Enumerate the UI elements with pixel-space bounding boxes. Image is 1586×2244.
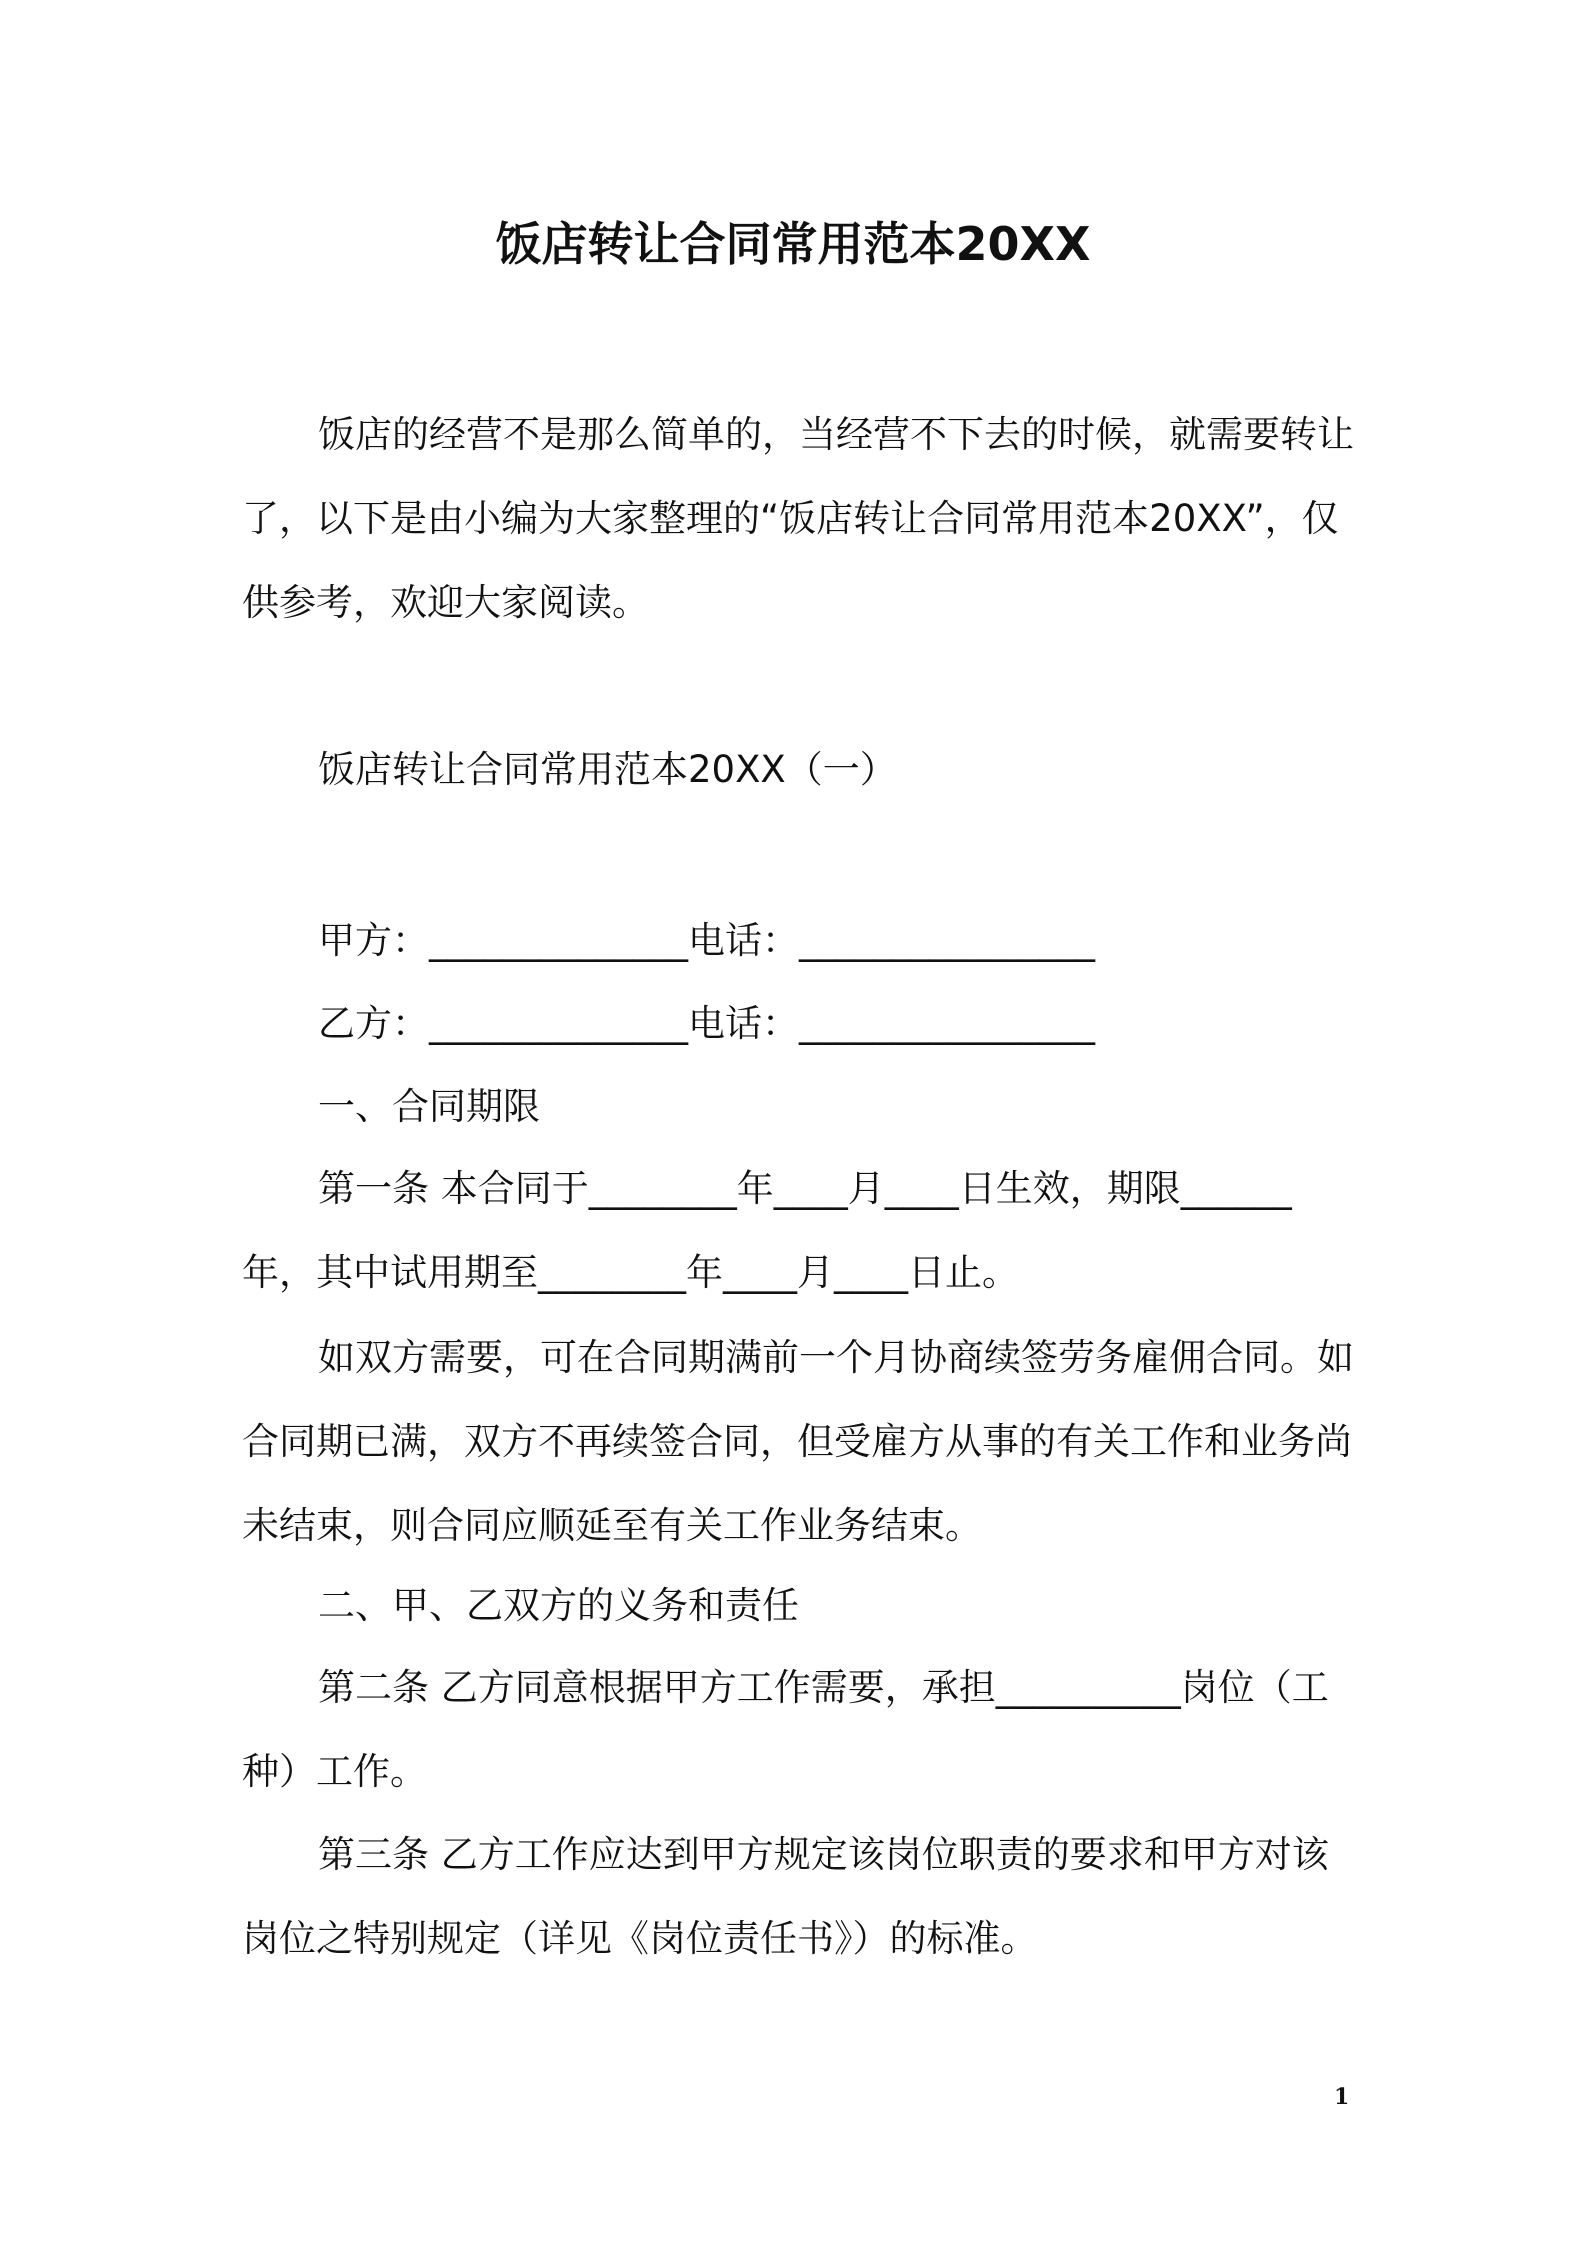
page-number: 1 — [1334, 2084, 1350, 2110]
document-title: 饭店转让合同常用范本20XX — [495, 217, 1091, 271]
article-2-block — [242, 1646, 1356, 1814]
article-1-block — [242, 1147, 1356, 1315]
party-a-line: 甲方：______________电话：________________ — [318, 919, 1095, 962]
contract-subtitle: 饭店转让合同常用范本20XX（一） — [318, 748, 897, 791]
intro-paragraph: 饭店的经营不是那么简单的，当经营不下去的时候，就需要转让了，以下是由小编为大家整理的“饭店转让合同常用范本20XX”，仅供参考，欢迎大家阅读。 — [242, 413, 1354, 624]
article-3-block — [242, 1813, 1356, 1981]
party-b-line: 乙方：______________电话：________________ — [318, 1002, 1095, 1045]
renewal-clause-block — [242, 1316, 1356, 1568]
article-1: 第一条 本合同于________年____月____日生效，期限______年，其中试用期至________年____月____日止。 — [242, 1167, 1292, 1294]
section-heading-obligations: 二、甲、乙双方的义务和责任 — [318, 1584, 799, 1627]
section-heading-term: 一、合同期限 — [318, 1085, 540, 1128]
article-2: 第二条 乙方同意根据甲方工作需要，承担__________岗位（工种）工作。 — [242, 1666, 1329, 1793]
article-3: 第三条 乙方工作应达到甲方规定该岗位职责的要求和甲方对该岗位之特别规定（详见《岗位责任书》）的标准。 — [242, 1833, 1329, 1960]
renewal-clause: 如双方需要，可在合同期满前一个月协商续签劳务雇佣合同。如合同期已满，双方不再续签合同，但受雇方从事的有关工作和业务尚未结束，则合同应顺延至有关工作业务结束。 — [242, 1336, 1354, 1547]
intro-paragraph-block — [242, 393, 1356, 645]
